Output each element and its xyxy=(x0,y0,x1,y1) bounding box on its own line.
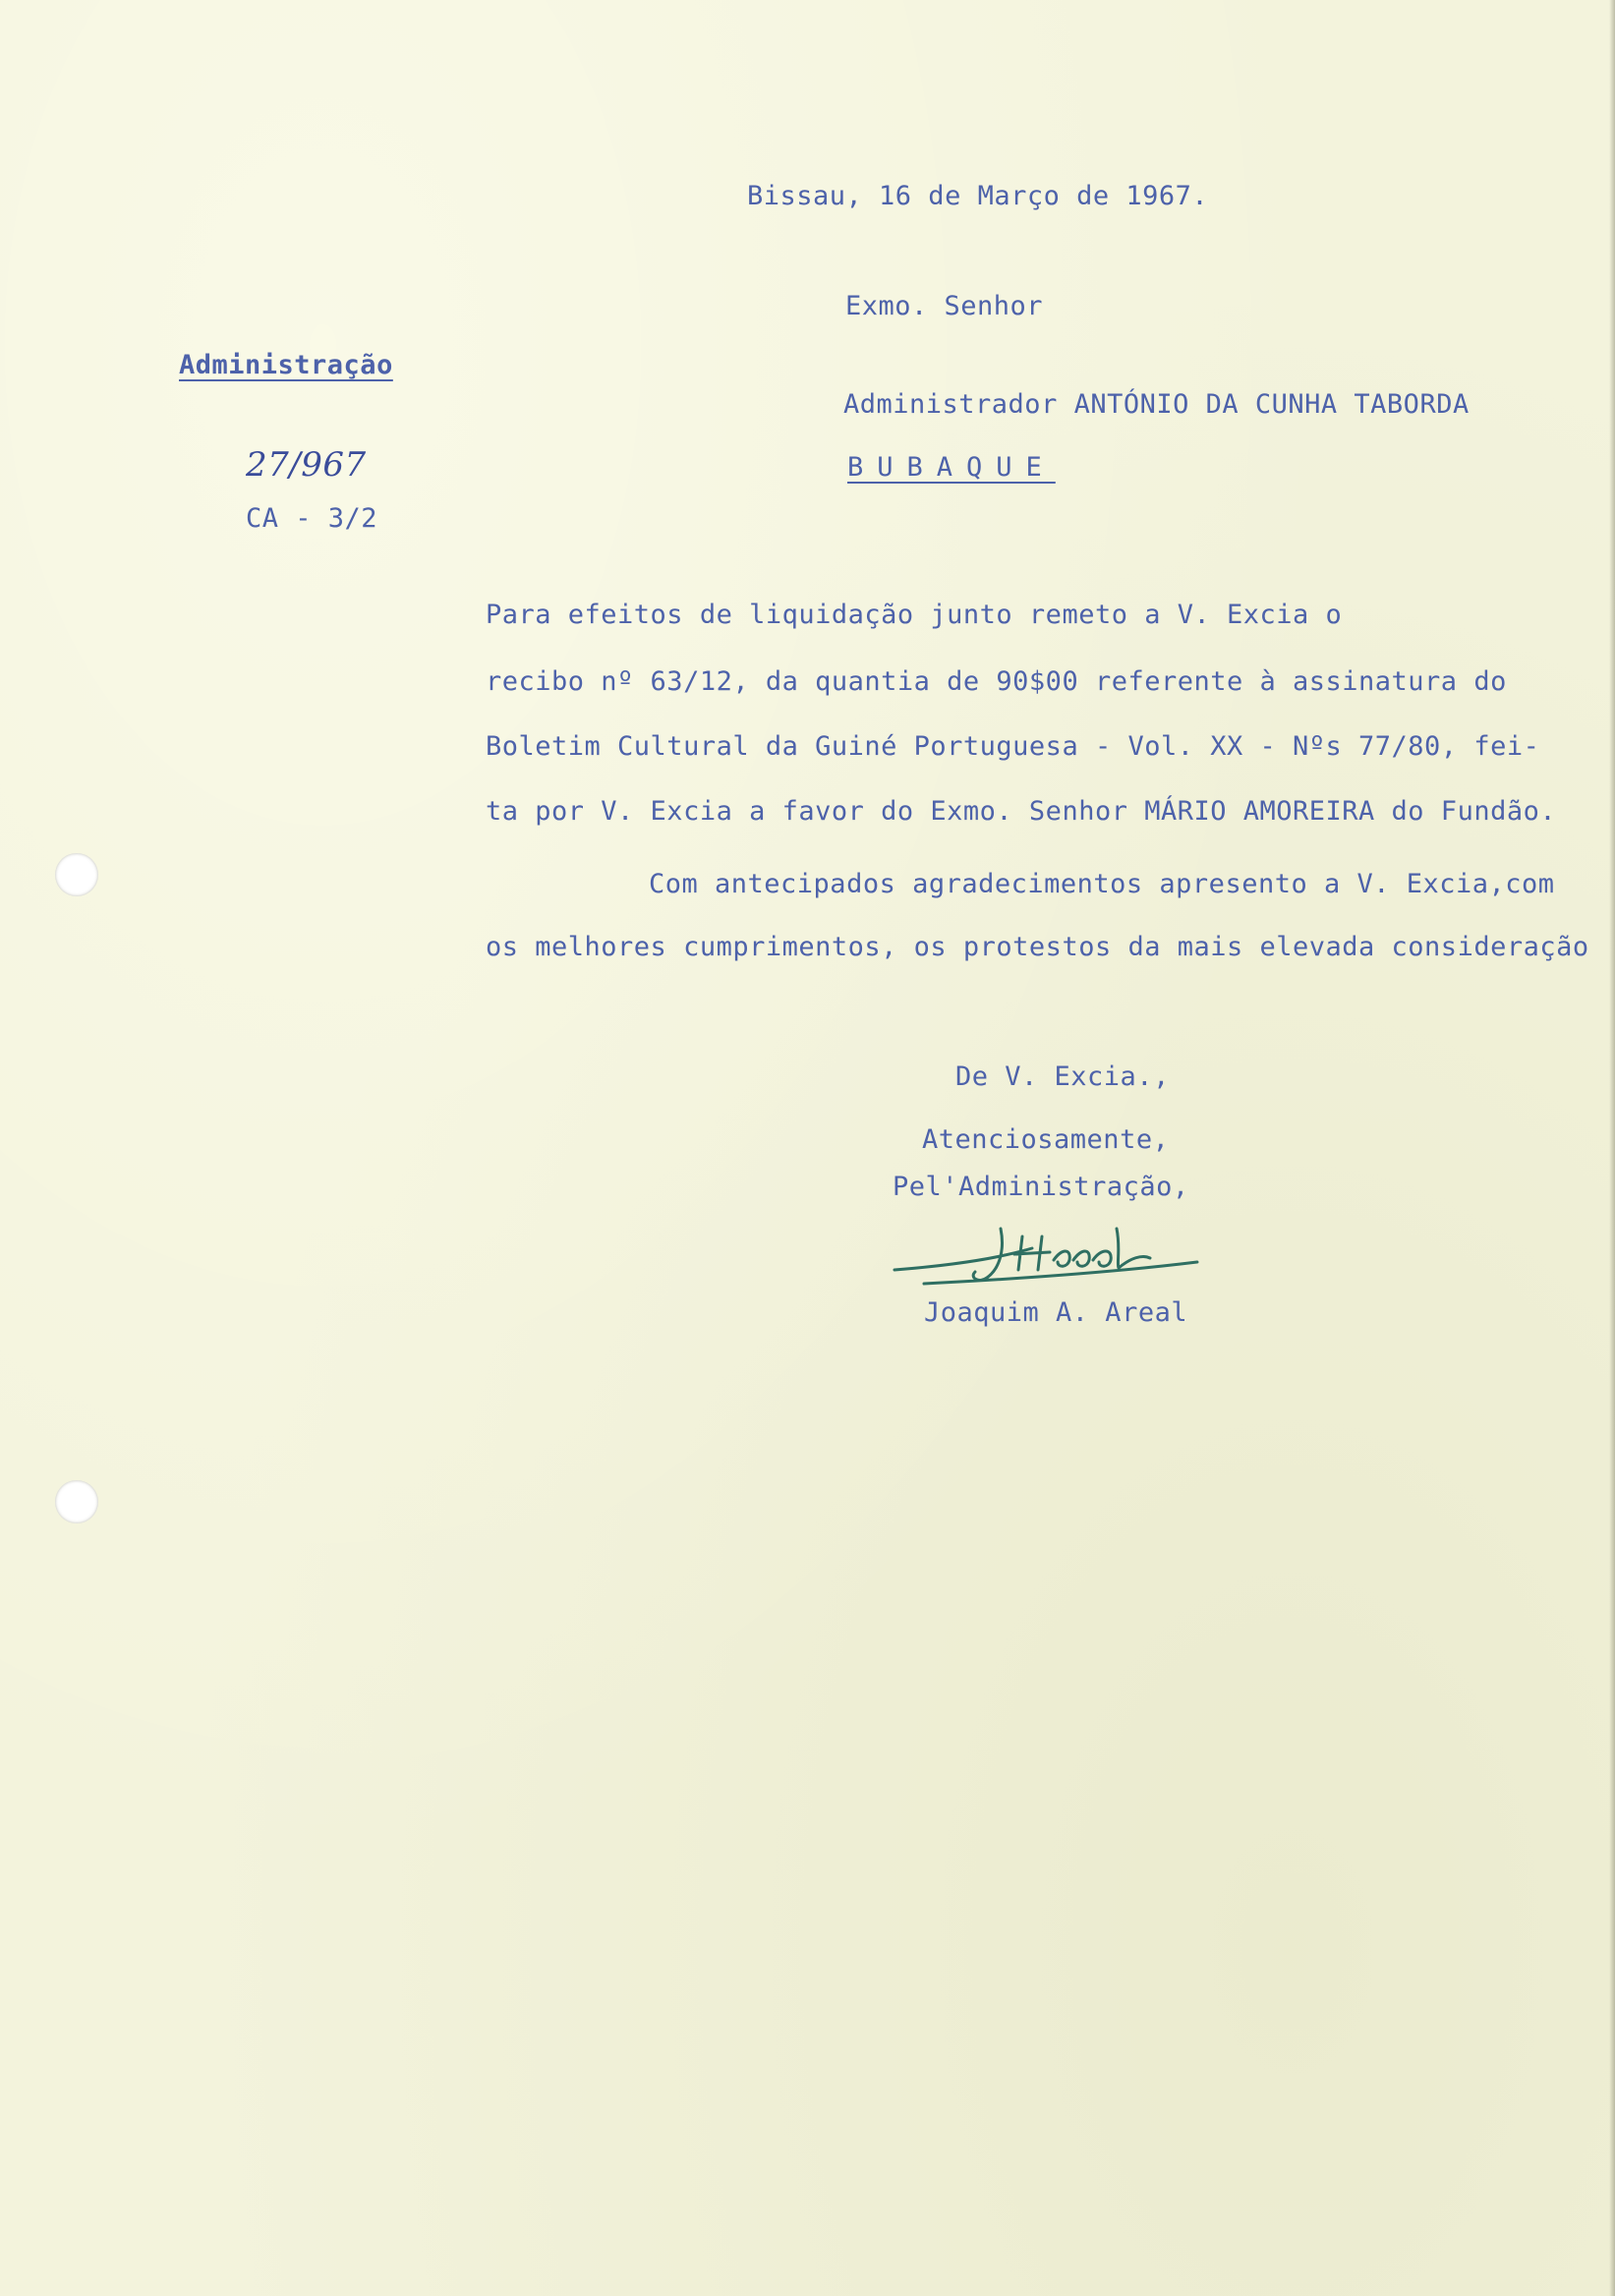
signer-name: Joaquim A. Areal xyxy=(924,1297,1188,1328)
addressee: Administrador ANTÓNIO DA CUNHA TABORDA xyxy=(843,389,1470,420)
body-line-1: Para efeitos de liquidação junto remeto a V. Excia o xyxy=(486,600,1343,630)
salutation: Exmo. Senhor xyxy=(845,291,1044,321)
body-line-6: os melhores cumprimentos, os protestos da mais elevada consideração xyxy=(486,932,1589,962)
signature xyxy=(885,1209,1209,1297)
punch-hole xyxy=(55,1480,98,1523)
department-name: Administração xyxy=(179,350,393,380)
place-name: BUBAQUE xyxy=(847,452,1056,483)
body-line-2: recibo nº 63/12, da quantia de 90$00 referente à assinatura do xyxy=(486,666,1507,697)
closing-line-3: Pel'Administração, xyxy=(893,1172,1189,1202)
body-line-4: ta por V. Excia a favor do Exmo. Senhor MÁRIO AMOREIRA do Fundão. xyxy=(486,796,1557,827)
reference-code: CA - 3/2 xyxy=(246,503,378,534)
closing-line-1: De V. Excia., xyxy=(955,1062,1170,1092)
reference-number: 27/967 xyxy=(246,445,367,485)
body-line-5: Com antecipados agradecimentos apresento a V. Excia,com xyxy=(649,869,1555,899)
body-line-3: Boletim Cultural da Guiné Portuguesa - Vol. XX - Nºs 77/80, fei- xyxy=(486,731,1540,762)
date-line: Bissau, 16 de Março de 1967. xyxy=(747,181,1209,211)
punch-hole xyxy=(55,853,98,896)
closing-line-2: Atenciosamente, xyxy=(922,1124,1170,1155)
page-edge-shadow xyxy=(1609,0,1615,2296)
